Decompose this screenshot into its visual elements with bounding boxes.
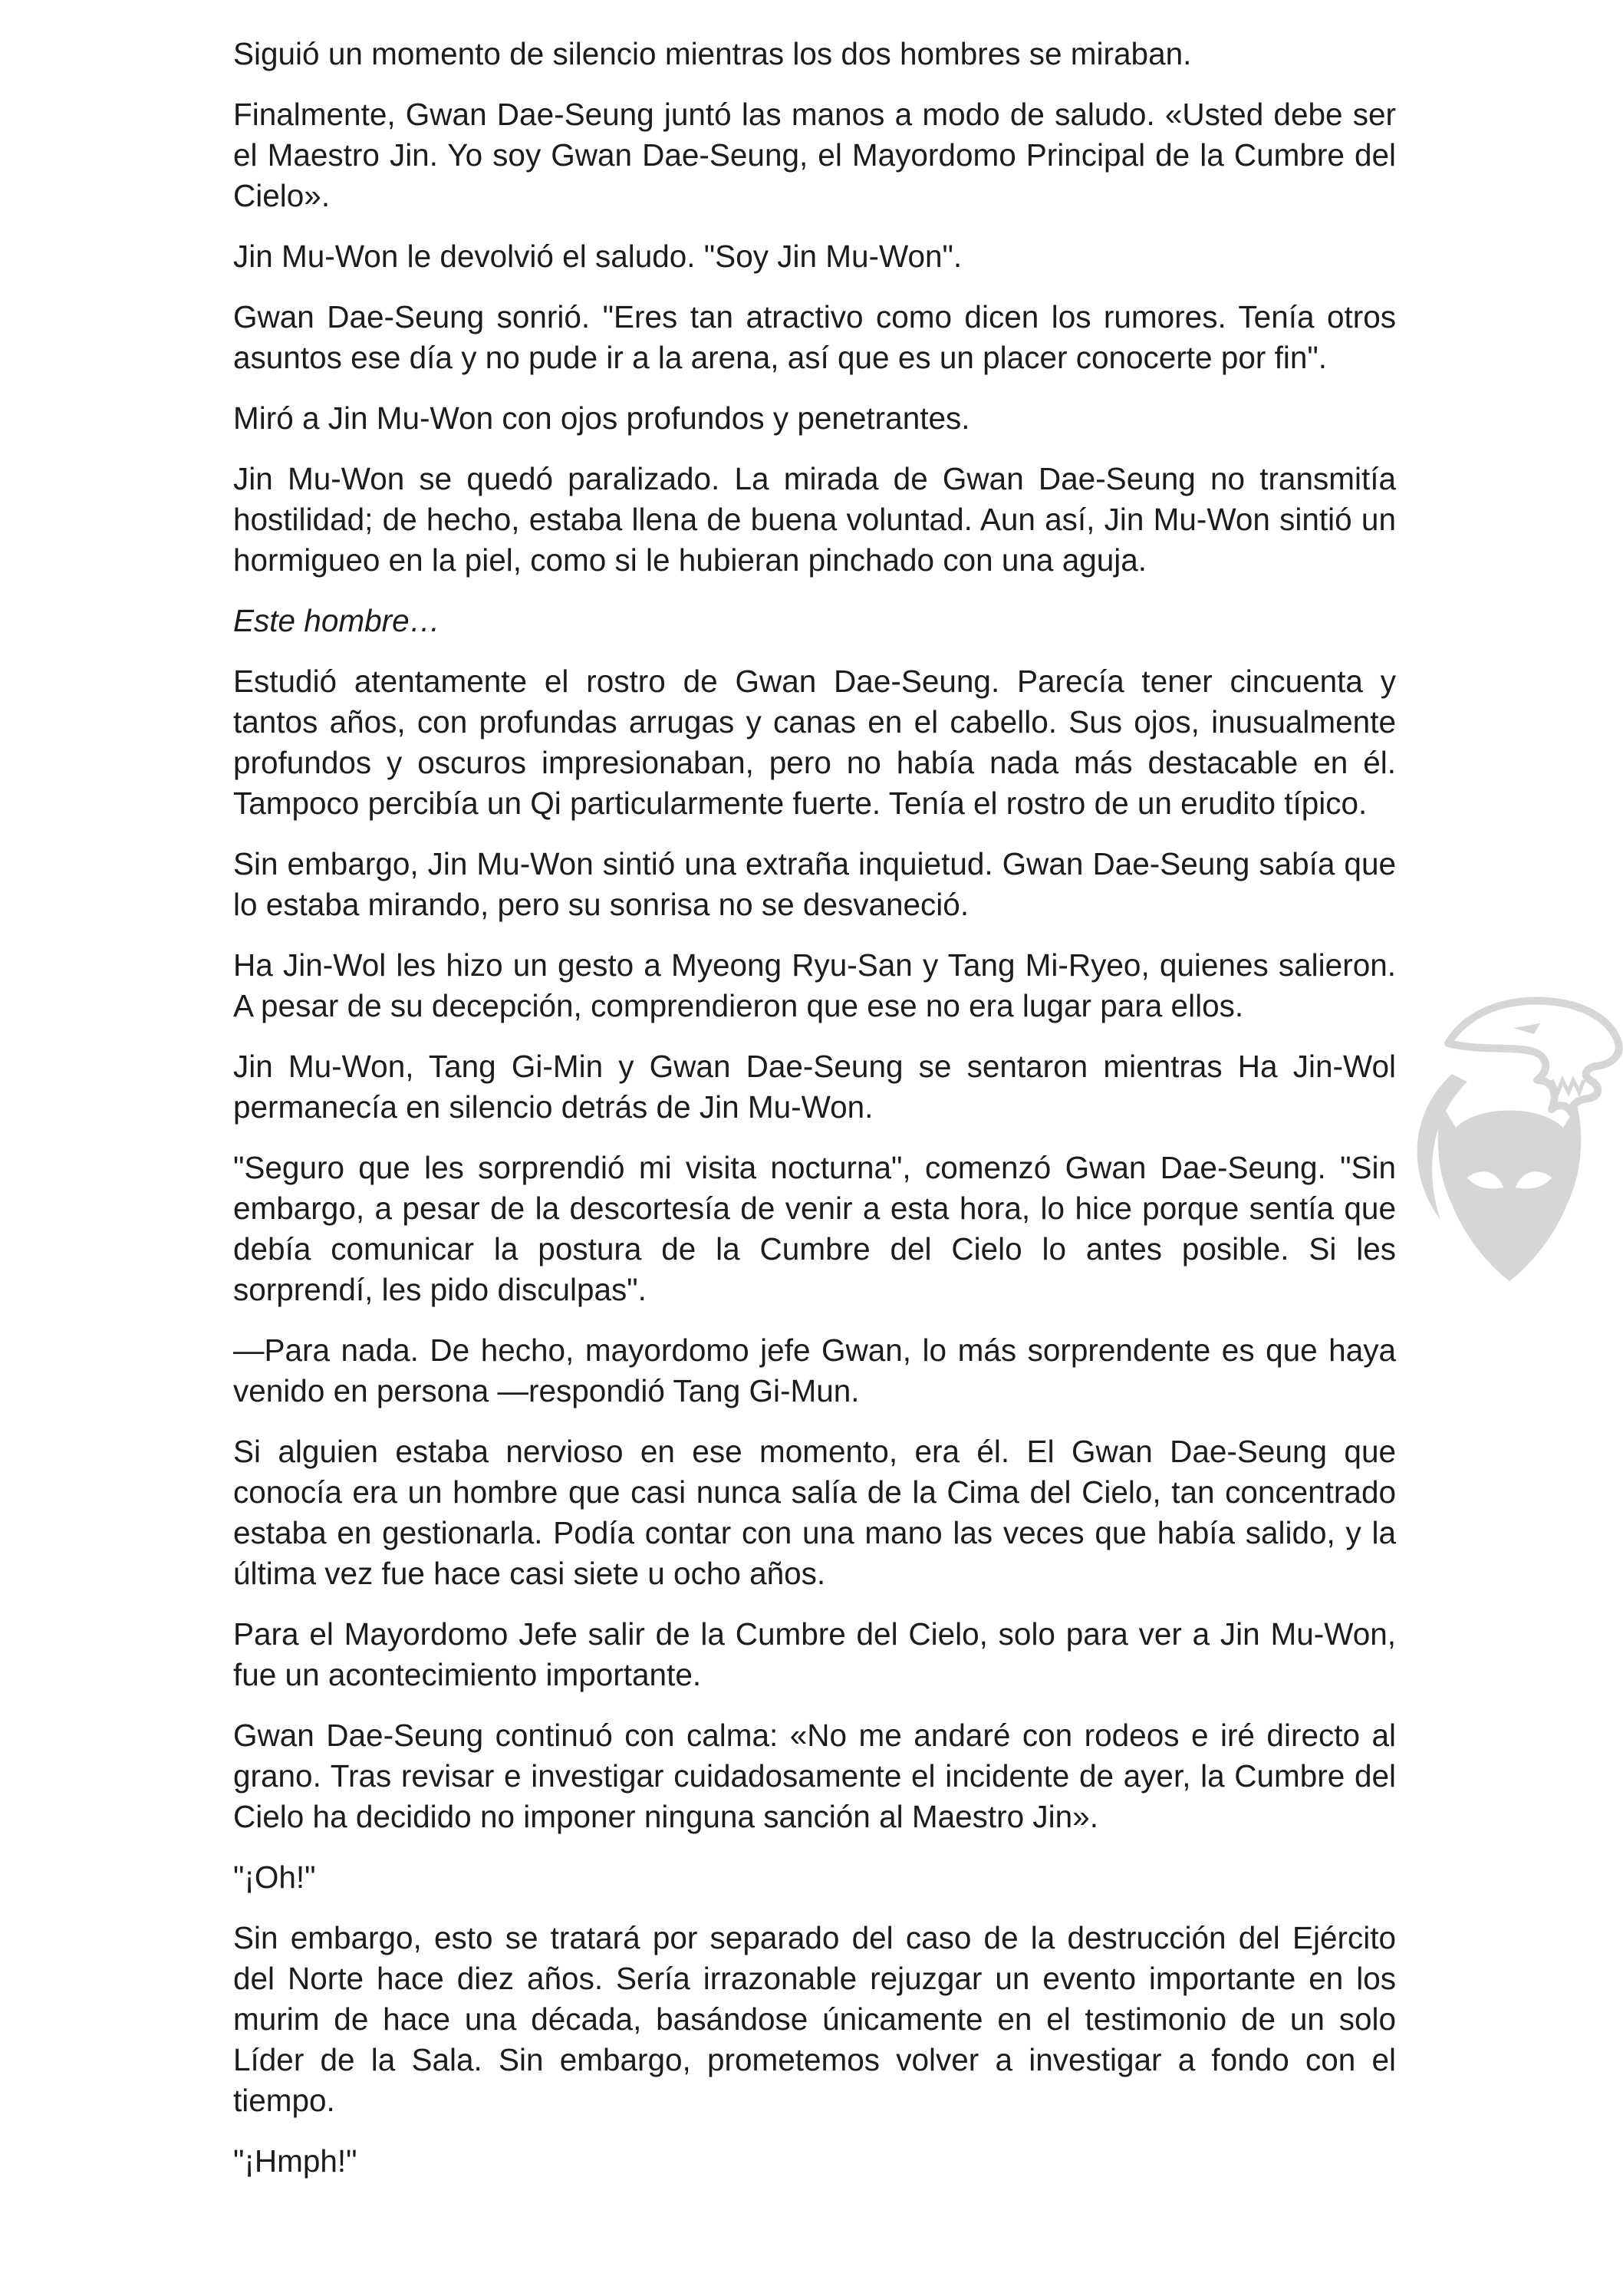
paragraph-4: Gwan Dae-Seung sonrió. "Eres tan atractivo como dicen los rumores. Tenía otros asuntos ese día y no pude ir a la arena, así que es un placer conocerte por fin". (233, 299, 1396, 375)
paragraph-3: Jin Mu-Won le devolvió el saludo. "Soy Jin Mu-Won". (233, 239, 963, 274)
paragraph-12: "Seguro que les sorprendió mi visita nocturna", comenzó Gwan Dae-Seung. "Sin embargo, a pesar de la descortesía de venir a esta hora, lo hice porque sentía que debía comunicar la postura de la Cumbre del Cielo lo antes posible. Si les sorprendí, les pido disculpas". (233, 1150, 1396, 1307)
paragraph-14: Si alguien estaba nervioso en ese momento, era él. El Gwan Dae-Seung que conocía era un hombre que casi nunca salía de la Cima del Cielo, tan concentrado estaba en gestionarla. Podía contar con una mano las veces que había salido, y la última vez fue hace casi siete u ocho años. (233, 1434, 1396, 1591)
paragraph-19: "¡Hmph!" (233, 2143, 357, 2179)
paragraph-7: Este hombre… (233, 603, 441, 638)
paragraph-2: Finalmente, Gwan Dae-Seung juntó las manos a modo de saludo. «Usted debe ser el Maestro Jin. Yo soy Gwan Dae-Seung, el Mayordomo Principal de la Cumbre del Cielo». (233, 97, 1396, 213)
paragraph-11: Jin Mu-Won, Tang Gi-Min y Gwan Dae-Seung se sentaron mientras Ha Jin-Wol permanecía en silencio detrás de Jin Mu-Won. (233, 1049, 1396, 1125)
paragraph-18: Sin embargo, esto se tratará por separado del caso de la destrucción del Ejército del Norte hace diez años. Sería irrazonable rejuzgar un evento importante en los murim de hace una década, basándose únicamente en el testimonio de un solo Líder de la Sala. Sin embargo, prometemos volver a investigar a fondo con el tiempo. (233, 1920, 1396, 2118)
document-body (233, 34, 1396, 2202)
paragraph-13: —Para nada. De hecho, mayordomo jefe Gwan, lo más sorprendente es que haya venido en persona —respondió Tang Gi-Mun. (233, 1332, 1396, 1408)
paragraph-17: "¡Oh!" (233, 1860, 316, 1895)
paragraph-1: Siguió un momento de silencio mientras los dos hombres se miraban. (233, 36, 1192, 71)
paragraph-8: Estudió atentamente el rostro de Gwan Dae-Seung. Parecía tener cincuenta y tantos años, con profundas arrugas y canas en el cabello. Sus ojos, inusualmente profundos y oscuros impresionaban, pero no había nada más destacable en él. Tampoco percibía un Qi particularmente fuerte. Tenía el rostro de un erudito típico. (233, 664, 1396, 821)
paragraph-5: Miró a Jin Mu-Won con ojos profundos y penetrantes. (233, 400, 970, 436)
paragraph-9: Sin embargo, Jin Mu-Won sintió una extraña inquietud. Gwan Dae-Seung sabía que lo estaba mirando, pero su sonrisa no se desvaneció. (233, 846, 1396, 922)
paragraph-10: Ha Jin-Wol les hizo un gesto a Myeong Ryu-San y Tang Mi-Ryeo, quienes salieron. A pesar de su decepción, comprendieron que ese no era lugar para ellos. (233, 947, 1396, 1023)
paragraph-15: Para el Mayordomo Jefe salir de la Cumbre del Cielo, solo para ver a Jin Mu-Won, fue un acontecimiento importante. (233, 1616, 1396, 1692)
paragraph-6: Jin Mu-Won se quedó paralizado. La mirada de Gwan Dae-Seung no transmitía hostilidad; de hecho, estaba llena de buena voluntad. Aun así, Jin Mu-Won sintió un hormigueo en la piel, como si le hubieran pinchado con una aguja. (233, 461, 1396, 578)
dinosaur-devil-watermark-icon (1394, 990, 1623, 1296)
paragraph-16: Gwan Dae-Seung continuó con calma: «No me andaré con rodeos e iré directo al grano. Tras revisar e investigar cuidadosamente el incidente de ayer, la Cumbre del Cielo ha decidido no imponer ninguna sanción al Maestro Jin». (233, 1718, 1396, 1834)
